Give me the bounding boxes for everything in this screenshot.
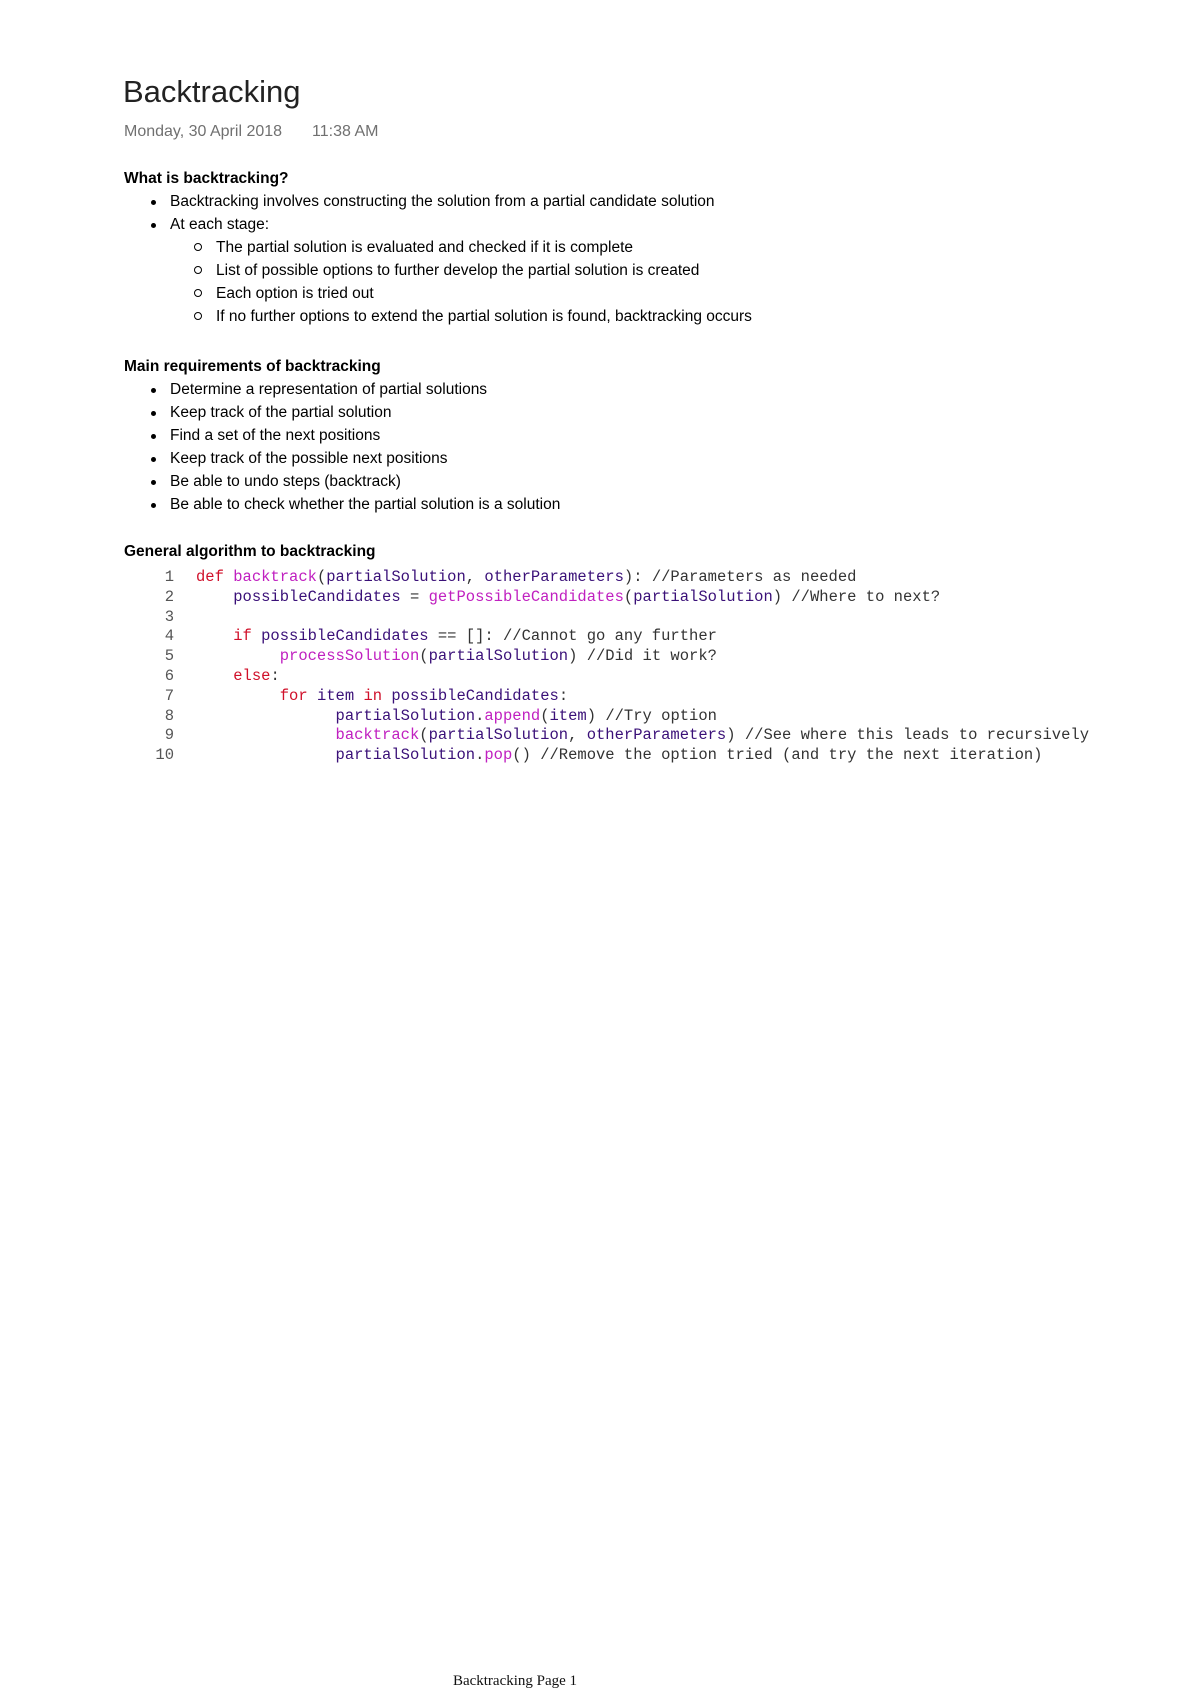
code-token	[196, 746, 336, 764]
code-token	[196, 687, 280, 705]
code-token: (	[316, 568, 327, 586]
sub-bullet-list	[170, 236, 752, 328]
code-token: =	[400, 587, 429, 606]
code-token: .	[475, 746, 485, 765]
code-token: )	[726, 726, 745, 745]
code-token: item	[316, 686, 355, 705]
page-footer: Backtracking Page 1	[452, 1673, 578, 1689]
code-token: (	[419, 647, 429, 666]
section-main-requirements	[124, 355, 560, 516]
line-number: 6	[164, 666, 174, 685]
code-token: //Remove the option tried (and try the next iteration)	[540, 746, 1043, 765]
code-token: processSolution	[279, 647, 420, 666]
code-token	[196, 667, 233, 685]
list-item-text: At each stage:	[170, 216, 270, 233]
line-number: 10	[155, 746, 174, 765]
code-token: ()	[512, 746, 541, 765]
line-number: 8	[164, 706, 174, 725]
code-token: backtrack	[233, 568, 317, 586]
code-line	[148, 608, 1089, 628]
code-token	[196, 588, 233, 606]
page-date: Monday, 30 April 2018	[124, 123, 283, 140]
code-token: in	[354, 686, 392, 705]
code-token: partialSolution	[335, 706, 476, 725]
list-item	[170, 190, 752, 213]
code-token: .	[475, 706, 485, 725]
code-token: //Did it work?	[586, 647, 717, 666]
code-line	[148, 707, 1089, 727]
code-token: :	[558, 686, 569, 705]
line-number: 3	[164, 607, 174, 626]
code-token	[196, 707, 336, 725]
code-token: :	[270, 666, 280, 685]
section-heading: General algorithm to backtracking	[124, 543, 376, 560]
list-item	[170, 213, 752, 328]
code-line	[148, 647, 1089, 667]
code-token: def	[196, 568, 234, 586]
code-token: partialSolution	[428, 647, 569, 666]
code-block	[148, 568, 1089, 766]
page-title: Backtracking	[123, 74, 301, 109]
code-token: )	[586, 706, 606, 725]
code-token: else	[233, 666, 271, 685]
section-general-algorithm	[124, 540, 376, 563]
code-line	[148, 667, 1089, 687]
code-token: if	[233, 627, 262, 646]
page-timestamp	[124, 123, 378, 141]
code-token: partialSolution	[633, 587, 773, 606]
code-token: //Try option	[605, 706, 717, 725]
code-token: append	[484, 706, 541, 725]
list-item: Be able to undo steps (backtrack)	[170, 470, 560, 493]
line-number: 4	[164, 627, 174, 646]
code-token: ,	[465, 568, 485, 586]
section-heading: Main requirements of backtracking	[124, 358, 381, 375]
sub-list-item: List of possible options to further develop the partial solution is created	[216, 259, 752, 282]
code-token: //Where to next?	[791, 587, 941, 606]
code-token: ):	[623, 568, 652, 586]
code-token: item	[549, 706, 587, 725]
code-token: ,	[568, 726, 587, 745]
code-token: (	[623, 587, 634, 606]
list-item: Find a set of the next positions	[170, 424, 560, 447]
sub-list-item: If no further options to extend the partial solution is found, backtracking occurs	[216, 305, 752, 328]
code-token: partialSolution	[428, 726, 569, 745]
code-token: //Cannot go any further	[502, 627, 717, 646]
list-item-text: Backtracking involves constructing the solution from a partial candidate solution	[170, 193, 715, 210]
code-token: (	[540, 706, 550, 725]
code-token: possibleCandidates	[233, 587, 401, 606]
sub-list-item: Each option is tried out	[216, 282, 752, 305]
code-line	[148, 746, 1089, 766]
code-token: for	[279, 686, 317, 705]
code-line	[148, 687, 1089, 707]
code-line	[148, 588, 1089, 608]
code-token: (	[419, 726, 429, 745]
bullet-list	[124, 378, 560, 516]
code-token	[196, 726, 336, 744]
code-line	[148, 568, 1089, 588]
code-line	[148, 627, 1089, 647]
code-token: pop	[484, 746, 513, 765]
list-item: Determine a representation of partial solutions	[170, 378, 560, 401]
code-token: possibleCandidates	[391, 686, 559, 705]
code-token: == []:	[428, 627, 503, 646]
code-token: backtrack	[335, 726, 420, 745]
section-what-is-backtracking	[124, 167, 752, 328]
code-line	[148, 726, 1089, 746]
section-heading: What is backtracking?	[124, 170, 289, 187]
code-token: otherParameters	[586, 726, 727, 745]
code-token: )	[772, 587, 792, 606]
line-number: 5	[164, 647, 174, 666]
code-token: )	[568, 647, 587, 666]
code-token: otherParameters	[484, 568, 624, 586]
line-number: 9	[164, 726, 174, 745]
line-number: 1	[164, 568, 174, 586]
code-token	[196, 647, 280, 665]
page-time: 11:38 AM	[312, 123, 379, 140]
line-number: 7	[164, 686, 174, 705]
code-token: partialSolution	[326, 568, 466, 586]
code-token: //See where this leads to recursively	[744, 726, 1089, 745]
list-item: Keep track of the partial solution	[170, 401, 560, 424]
code-token	[196, 627, 233, 645]
code-token: getPossibleCandidates	[428, 587, 624, 606]
code-token: //Parameters as needed	[651, 568, 857, 586]
code-token: partialSolution	[335, 746, 476, 765]
list-item: Be able to check whether the partial solution is a solution	[170, 493, 560, 516]
line-number: 2	[164, 587, 174, 606]
sub-list-item: The partial solution is evaluated and checked if it is complete	[216, 236, 752, 259]
bullet-list	[124, 190, 752, 328]
code-token: possibleCandidates	[261, 627, 429, 646]
list-item: Keep track of the possible next positions	[170, 447, 560, 470]
